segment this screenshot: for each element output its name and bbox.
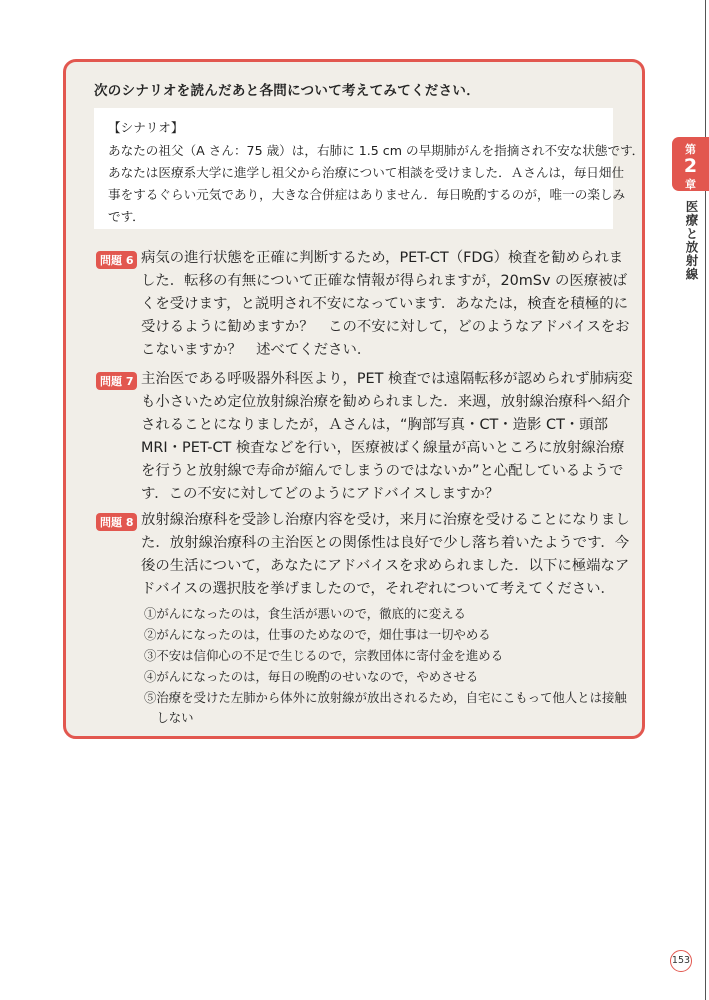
question-line: 病気の進行状態を正確に判断するため，PET-CT（FDG）検査を勧められま: [141, 250, 624, 266]
question-line: 受けるように勧めますか？ この不安に対して，どのようなアドバイスをお: [141, 319, 630, 335]
question-line: も小さいため定位放射線治療を勧められました．来週，放射線治療科へ紹介: [141, 394, 631, 410]
question-line: 後の生活について，あなたにアドバイスを求められました．以下に極端なア: [141, 558, 630, 574]
question-line: 放射線治療科を受診し治療内容を受け，来月に治療を受けることになりまし: [141, 512, 630, 528]
question-label: 問題 6: [96, 251, 137, 269]
chapter-number: 2: [683, 155, 698, 177]
chapter-title: 医療と放射線: [684, 200, 699, 281]
question-line: されることになりましたが，Ａさんは，“胸部写真・CT・造影 CT・頭部: [141, 417, 609, 433]
question-line: MRI・PET-CT 検査などを行い，医療被ばく線量が高いところに放射線治療: [141, 440, 625, 456]
question-line: す．この不安に対してどのようにアドバイスしますか？: [141, 486, 500, 502]
page-number: 153: [670, 950, 692, 972]
chapter-tab: [672, 137, 709, 191]
scenario-line: あなたは医療系大学に進学し祖父から治療について相談を受けました．Ａさんは，毎日畑仕: [108, 165, 625, 180]
question-line: ドバイスの選択肢を挙げましたので，それぞれについて考えてください．: [141, 581, 615, 597]
question-line: た．放射線治療科の主治医との関係性は良好で少し落ち着いたようです．今: [141, 535, 630, 551]
scenario-line: あなたの祖父（A さん：75 歳）は，右肺に 1.5 cm の早期肺がんを指摘され不安な状態です．: [108, 143, 645, 158]
option: ④がんになったのは，毎日の晩酌のせいなので，やめさせる: [144, 669, 479, 684]
question-line: こないますか？ 述べてください．: [141, 342, 372, 358]
instruction: 次のシナリオを読んだあと各問について考えてみてください．: [94, 83, 480, 99]
scenario-box: [94, 108, 645, 229]
question-line: 主治医である呼吸器外科医より，PET 検査では遠隔転移が認められず肺病変: [141, 371, 633, 387]
option: ③不安は信仰心の不足で生じるので，宗教団体に寄付金を進める: [144, 648, 504, 663]
option: ①がんになったのは，食生活が悪いので，徹底的に変える: [144, 606, 466, 621]
scenario-line: です．: [108, 209, 145, 224]
option: ⑤治療を受けた左肺から体外に放射線が放出されるため，自宅にこもって他人とは接触: [144, 690, 627, 705]
question-label: 問題 8: [96, 513, 137, 531]
scenario-line: 事をするぐらい元気であり，大きな合併症はありません．毎日晩酌するのが，唯一の楽しみ: [108, 187, 626, 202]
question-line: した．転移の有無について正確な情報が得られますが，20mSv の医療被ば: [141, 273, 627, 289]
chapter-suffix: 章: [685, 178, 696, 191]
chapter-prefix: 第: [685, 143, 696, 156]
question-line: くを受けます，と説明され不安になっています．あなたは，検査を積極的に: [141, 296, 628, 312]
option: しない: [144, 710, 194, 725]
question-line: を行うと放射線で寿命が縮んでしまうのではないか”と心配しているようで: [141, 463, 624, 479]
question-label: 問題 7: [96, 372, 137, 390]
option: ②がんになったのは，仕事のためなので，畑仕事は一切やめる: [144, 627, 491, 642]
scenario-heading: 【シナリオ】: [108, 120, 184, 135]
